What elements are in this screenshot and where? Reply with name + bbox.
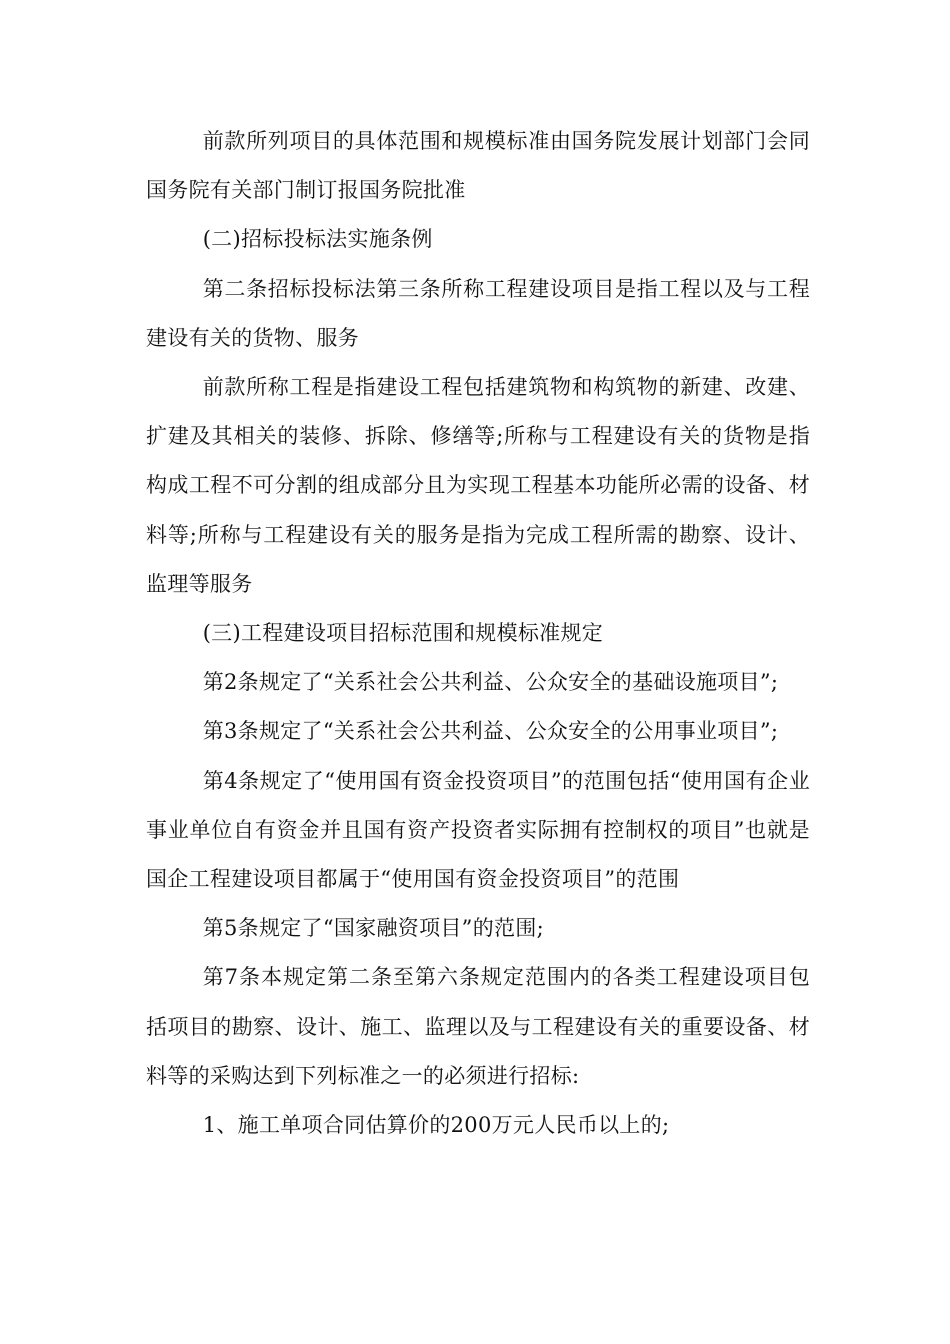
paragraph-item-3: 第3条规定了“关系社会公共利益、公众安全的公用事业项目”; — [202, 719, 779, 744]
paragraph-item-5: 第5条规定了“国家融资项目”的范围; — [202, 916, 544, 941]
document-body — [146, 117, 810, 1150]
section-heading-implementation-regulations: (二)招标投标法实施条例 — [202, 227, 433, 252]
paragraph-scope-approval: 前款所列项目的具体范围和规模标准由国务院发展计划部门会同国务院有关部门制订报国务院批准 — [146, 129, 810, 203]
paragraph-item-2: 第2条规定了“关系社会公共利益、公众安全的基础设施项目”; — [202, 670, 779, 695]
paragraph-threshold-1: 1、施工单项合同估算价的200万元人民币以上的; — [202, 1113, 670, 1138]
paragraph-item-4: 第4条规定了“使用国有资金投资项目”的范围包括“使用国有企业事业单位自有资金并且国有资产投资者实际拥有控制权的项目”也就是国企工程建设项目都属于“使用国有资金投资项目”的范围 — [146, 768, 810, 892]
section-heading-scope-standards: (三)工程建设项目招标范围和规模标准规定 — [202, 621, 604, 646]
paragraph-item-7: 第7条本规定第二条至第六条规定范围内的各类工程建设项目包括项目的勘察、设计、施工、监理以及与工程建设有关的重要设备、材料等的采购达到下列标准之一的必须进行招标: — [146, 965, 810, 1088]
paragraph-engineering-definition: 前款所称工程是指建设工程包括建筑物和构筑物的新建、改建、扩建及其相关的装修、拆除、修缮等;所称与工程建设有关的货物是指构成工程不可分割的组成部分且为实现工程基本功能所必需的设备、材料等;所称与工程建设有关的服务是指为完成工程所需的勘察、设计、监理等服务 — [146, 375, 810, 596]
paragraph-article-2: 第二条招标投标法第三条所称工程建设项目是指工程以及与工程建设有关的货物、服务 — [146, 276, 810, 350]
